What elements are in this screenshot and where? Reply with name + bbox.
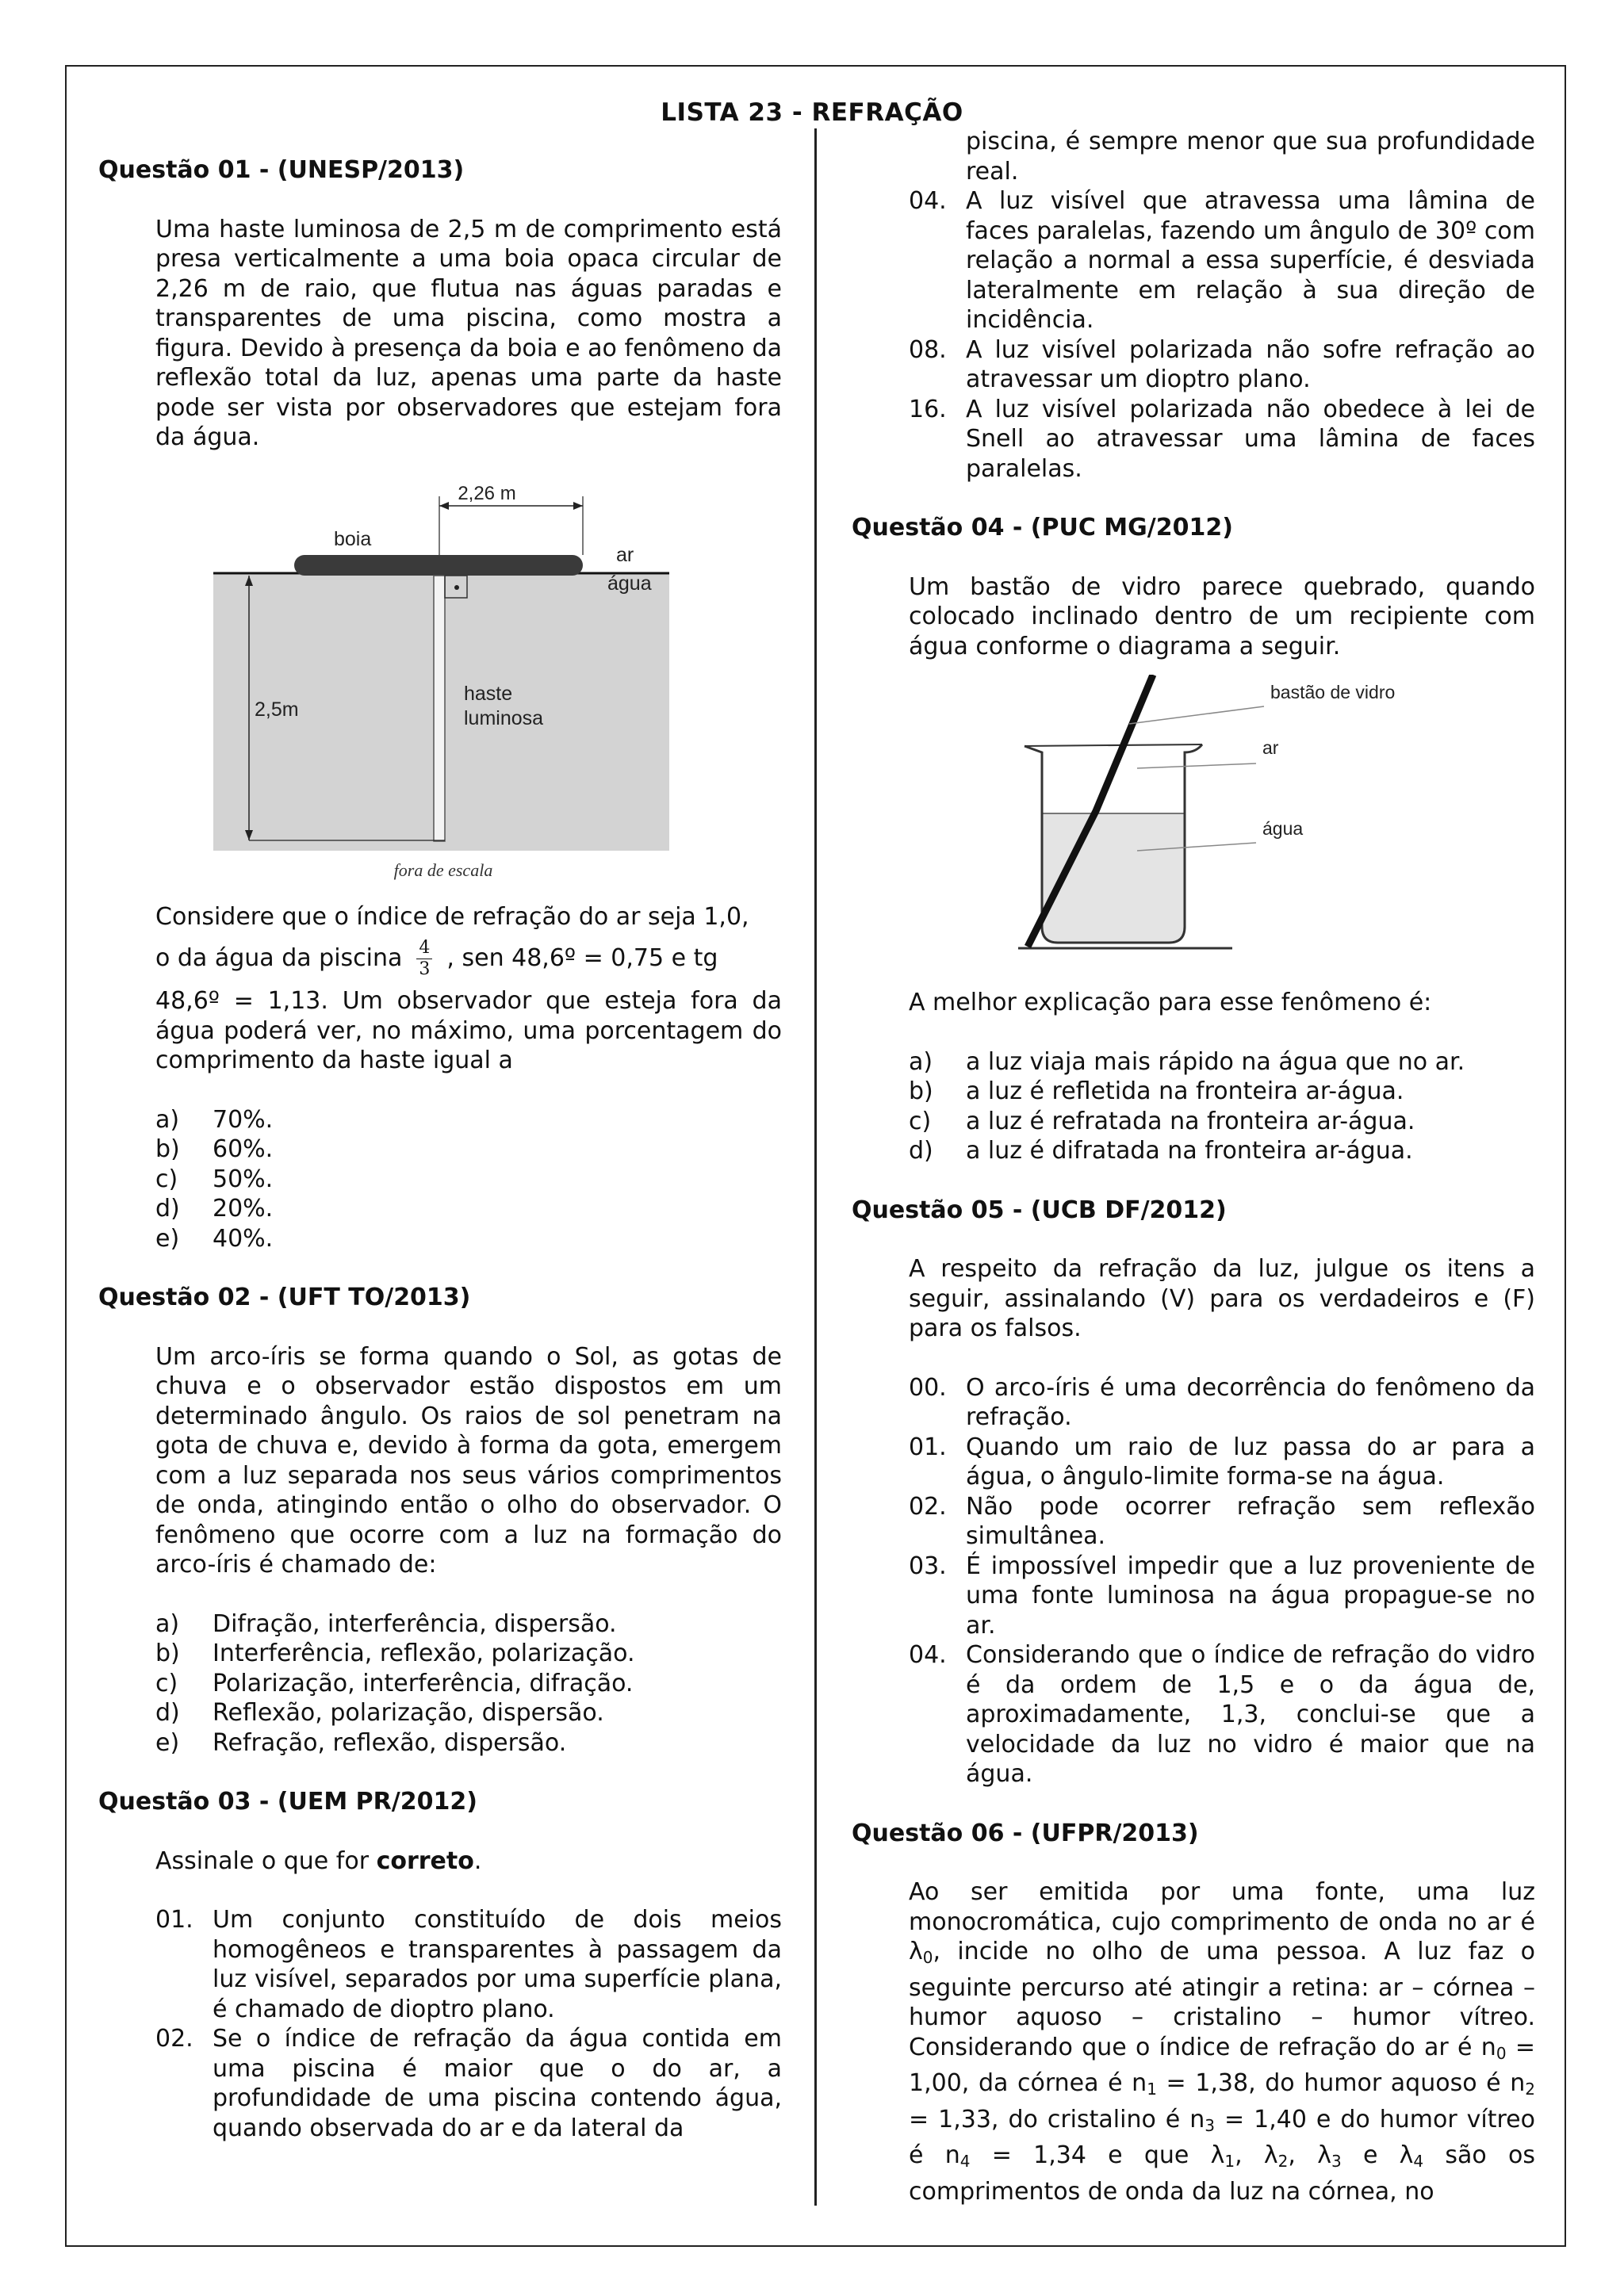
item-text: O arco-íris é uma decorrência do fenômeno da refração.: [966, 1373, 1535, 1431]
subscript: 2: [1525, 2080, 1535, 2099]
q6-header: Questão 06 - (UFPR/2013): [852, 1819, 1199, 1847]
item-text: A luz visível polarizada não obedece à lei de Snell ao atravessar uma lâmina de faces paralelas.: [966, 395, 1535, 483]
item-number: 02.: [155, 2025, 193, 2053]
q3-item-01: [155, 1905, 782, 2024]
fraction-numerator: 4: [416, 938, 432, 959]
q5-item-04: [909, 1640, 1535, 1789]
ar-label: ar: [1262, 737, 1279, 758]
left-column: [98, 155, 782, 2143]
haste-label-2: luminosa: [464, 706, 544, 729]
q3-intro-bold: correto: [376, 1846, 474, 1875]
item-text: Não pode ocorrer refração sem reflexão simultânea.: [966, 1492, 1535, 1550]
q1-option-e: [155, 1224, 782, 1254]
option-letter: e): [155, 1728, 180, 1757]
q2-header: Questão 02 - (UFT TO/2013): [98, 1284, 471, 1311]
item-number: 16.: [909, 395, 947, 423]
q2-option-c: [155, 1669, 782, 1699]
q1-figure: [213, 482, 768, 894]
option-text: 50%.: [213, 1165, 274, 1193]
q2-option-d: [155, 1698, 782, 1728]
q6-text-part: Ao ser emitida por uma fonte, uma luz monocromática, cujo comprimento de onda no ar é λ: [909, 1878, 1535, 1965]
option-text: 60%.: [213, 1135, 274, 1163]
q3-item-08: [909, 335, 1535, 395]
item-number: 01.: [155, 1906, 193, 1934]
radius-arrow-right: [573, 502, 583, 510]
option-text: a luz é refratada na fronteira ar-água.: [966, 1107, 1415, 1135]
subscript: 3: [1205, 2115, 1215, 2135]
q3-items-right: [909, 186, 1535, 484]
option-text: 70%.: [213, 1105, 274, 1134]
q5-item-02: [909, 1492, 1535, 1552]
right-angle-dot: [454, 585, 459, 590]
q2-intro: Um arco-íris se forma quando o Sol, as gotas de chuva e o observador estão dispostos em um determinado ângulo. Os raios de sol penetram na gota de chuva e, devido à forma da gota, emergem com a luz separada nos seus vários comprimentos de onda, atingindo então o olho do observador. O fenômeno que ocorre com a luz na formação do arco-íris é chamado de:: [155, 1342, 782, 1578]
q5-header: Questão 05 - (UCB DF/2012): [852, 1196, 1227, 1224]
option-text: a luz é difratada na fronteira ar-água.: [966, 1137, 1413, 1165]
subscript: 3: [1331, 2152, 1342, 2171]
fraction-denominator: 3: [419, 959, 431, 979]
subscript: 0: [922, 1948, 933, 1967]
ar-label: ar: [616, 543, 634, 566]
option-text: Difração, interferência, dispersão.: [213, 1609, 617, 1638]
q1-options: [155, 1105, 782, 1254]
q4-option-d: [909, 1136, 1535, 1166]
item-text: Considerando que o índice de refração do vidro é da ordem de 1,5 e o da água de, aproximadamente, 1,3, conclui-se que a velocidade da luz no vidro é maior que na água.: [966, 1641, 1535, 1788]
option-letter: b): [155, 1640, 180, 1667]
option-letter: a): [155, 1105, 180, 1134]
radius-label: 2,26 m: [458, 482, 516, 504]
q5-item-00: [909, 1373, 1535, 1433]
q1-option-d: [155, 1194, 782, 1224]
q4-options: [909, 1047, 1535, 1166]
q6-text-part: = 1,34 e que λ: [970, 2141, 1225, 2169]
q1-option-c: [155, 1165, 782, 1195]
item-text: Um conjunto constituído de dois meios homogêneos e transparentes à passagem da luz visível, separados por uma superfície plana, é chamado de dioptro plano.: [213, 1906, 782, 2023]
q3-intro: [155, 1846, 782, 1877]
option-text: a luz viaja mais rápido na água que no ar.: [966, 1047, 1465, 1076]
radius-arrow-left: [439, 502, 449, 510]
q3-intro-post: .: [473, 1846, 482, 1875]
q1-text-2b-pre: o da água da piscina: [155, 944, 403, 972]
q3-header: Questão 03 - (UEM PR/2012): [98, 1788, 477, 1816]
option-text: Refração, reflexão, dispersão.: [213, 1728, 567, 1757]
q1-option-a: [155, 1105, 782, 1135]
item-number: 03.: [909, 1552, 947, 1580]
q6-text-part: , λ: [1288, 2141, 1331, 2169]
agua-label: água: [1262, 818, 1304, 839]
q4-figure: [994, 675, 1597, 964]
q3-item-16: [909, 395, 1535, 484]
q4-option-c: [909, 1107, 1535, 1137]
q1-text-2b-post: , sen 48,6º = 0,75 e tg: [446, 944, 718, 972]
q3-item-02-continuation: piscina, é sempre menor que sua profundidade real.: [966, 128, 1535, 186]
q4-question: A melhor explicação para esse fenômeno é:: [909, 989, 1432, 1016]
q2-option-a: [155, 1609, 782, 1640]
item-number: 02.: [909, 1492, 947, 1521]
option-letter: d): [155, 1195, 180, 1223]
subscript: 2: [1277, 2152, 1289, 2171]
option-letter: d): [155, 1699, 180, 1727]
item-text: Se o índice de refração da água contida em uma piscina é maior que o do ar, a profundidade de uma piscina contendo água, quando observada do ar e da lateral da: [213, 2025, 782, 2142]
q5-items: [909, 1373, 1535, 1789]
q3-items-left: [155, 1905, 782, 2143]
q6-text-part: = 1,33, do cristalino é n: [909, 2105, 1205, 2133]
option-letter: a): [909, 1047, 933, 1076]
subscript: 1: [1224, 2152, 1235, 2171]
item-number: 04.: [909, 187, 947, 215]
option-text: Reflexão, polarização, dispersão.: [213, 1699, 604, 1727]
q6-text: [909, 1877, 1535, 2206]
q6-text-part: = 1,40 e do humor vítreo é n: [909, 2105, 1535, 2169]
subscript: 1: [1147, 2080, 1157, 2099]
option-letter: d): [909, 1137, 933, 1165]
item-text: A luz visível polarizada não sofre refração ao atravessar um dioptro plano.: [966, 335, 1535, 393]
q5-intro: A respeito da refração da luz, julgue os itens a seguir, assinalando (V) para os verdadeiros e (F) para os falsos.: [909, 1255, 1535, 1342]
q5-item-03: [909, 1552, 1535, 1641]
item-number: 00.: [909, 1373, 947, 1402]
q1-text-2b: [155, 938, 782, 980]
ar-leader: [1137, 763, 1256, 768]
subscript: 4: [1413, 2152, 1424, 2171]
bastao-leader: [1129, 706, 1264, 724]
q6-text-part: , incide no olho de uma pessoa. A luz faz o seguinte percurso até atingir a retina: ar – córnea – humor aquoso – cristalino – humor vítreo. Considerando que o índice de refração do ar é n: [909, 1938, 1535, 2061]
height-label: 2,5m: [255, 698, 299, 721]
q1-intro: Uma haste luminosa de 2,5 m de comprimento está presa verticalmente a uma boia opaca circular de 2,26 m de raio, que flutua nas águas paradas e transparentes de uma piscina, como mostra a figura. Devido à presença da boia e ao fenômeno da reflexão total da luz, apenas uma parte da haste pode ser vista por observadores que estejam fora da água.: [155, 215, 782, 451]
option-letter: c): [909, 1107, 932, 1135]
column-divider: [814, 128, 817, 2206]
agua-label: água: [607, 572, 652, 595]
option-letter: c): [155, 1165, 178, 1193]
q3-item-04: [909, 186, 1535, 335]
q4-intro: Um bastão de vidro parece quebrado, quando colocado inclinado dentro de um recipiente com água conforme o diagrama a seguir.: [909, 572, 1535, 660]
option-letter: b): [155, 1135, 180, 1163]
item-number: 04.: [909, 1641, 947, 1669]
item-number: 08.: [909, 335, 947, 364]
item-number: 01.: [909, 1433, 947, 1461]
q6-text-part: = 1,00, da córnea é n: [909, 2033, 1535, 2097]
option-letter: b): [909, 1077, 933, 1105]
item-text: A luz visível que atravessa uma lâmina de faces paralelas, fazendo um ângulo de 30º com relação a normal a essa superfície, é desviada lateralmente em relação à sua direção de incidência.: [966, 187, 1535, 334]
right-column: [852, 127, 1535, 2236]
fraction-4-3: [416, 938, 432, 980]
q6-text-part: e λ: [1341, 2141, 1414, 2169]
q3-item-02: [155, 2024, 782, 2143]
q6-text-part: = 1,38, do humor aquoso é n: [1156, 2069, 1526, 2097]
option-text: Polarização, interferência, difração.: [213, 1669, 634, 1697]
option-letter: e): [155, 1224, 180, 1253]
q2-option-b: [155, 1639, 782, 1669]
q1-option-b: [155, 1135, 782, 1165]
q1-text-2a: Considere que o índice de refração do ar seja 1,0,: [155, 902, 749, 931]
q2-option-e: [155, 1728, 782, 1758]
q6-text-part: são os comprimentos de onda da luz na córnea, no: [909, 2141, 1535, 2206]
beaker-rim: [1025, 744, 1202, 746]
figure-caption: fora de escala: [393, 859, 493, 880]
boia-label: boia: [334, 527, 372, 550]
q6-text-part: , λ: [1235, 2141, 1278, 2169]
subscript: 0: [1496, 2043, 1507, 2063]
q1-header: Questão 01 - (UNESP/2013): [98, 156, 465, 184]
option-letter: a): [155, 1609, 180, 1638]
boia-shape: [294, 555, 583, 576]
q1-text-2c: 48,6º = 1,13. Um observador que esteja fora da água poderá ver, no máximo, uma porcentagem do comprimento da haste igual a: [155, 987, 782, 1074]
option-text: a luz é refletida na fronteira ar-água.: [966, 1077, 1404, 1105]
option-text: 20%.: [213, 1195, 274, 1223]
option-text: Interferência, reflexão, polarização.: [213, 1640, 635, 1667]
q4-option-b: [909, 1077, 1535, 1107]
q3-intro-pre: Assinale o que for: [155, 1846, 377, 1875]
q4-option-a: [909, 1047, 1535, 1077]
option-text: 40%.: [213, 1224, 274, 1253]
haste-rod: [434, 576, 445, 841]
q2-options: [155, 1609, 782, 1758]
haste-label-1: haste: [464, 682, 513, 705]
q4-header: Questão 04 - (PUC MG/2012): [852, 514, 1233, 541]
subscript: 4: [959, 2152, 971, 2171]
item-text: Quando um raio de luz passa do ar para a água, o ângulo-limite forma-se na água.: [966, 1433, 1535, 1490]
item-text: É impossível impedir que a luz proveniente de uma fonte luminosa na água propague-se no ar.: [966, 1552, 1535, 1640]
option-letter: c): [155, 1669, 178, 1697]
page-title: LISTA 23 - REFRAÇÃO: [661, 98, 963, 127]
q5-item-01: [909, 1433, 1535, 1492]
bastao-label: bastão de vidro: [1270, 682, 1396, 702]
